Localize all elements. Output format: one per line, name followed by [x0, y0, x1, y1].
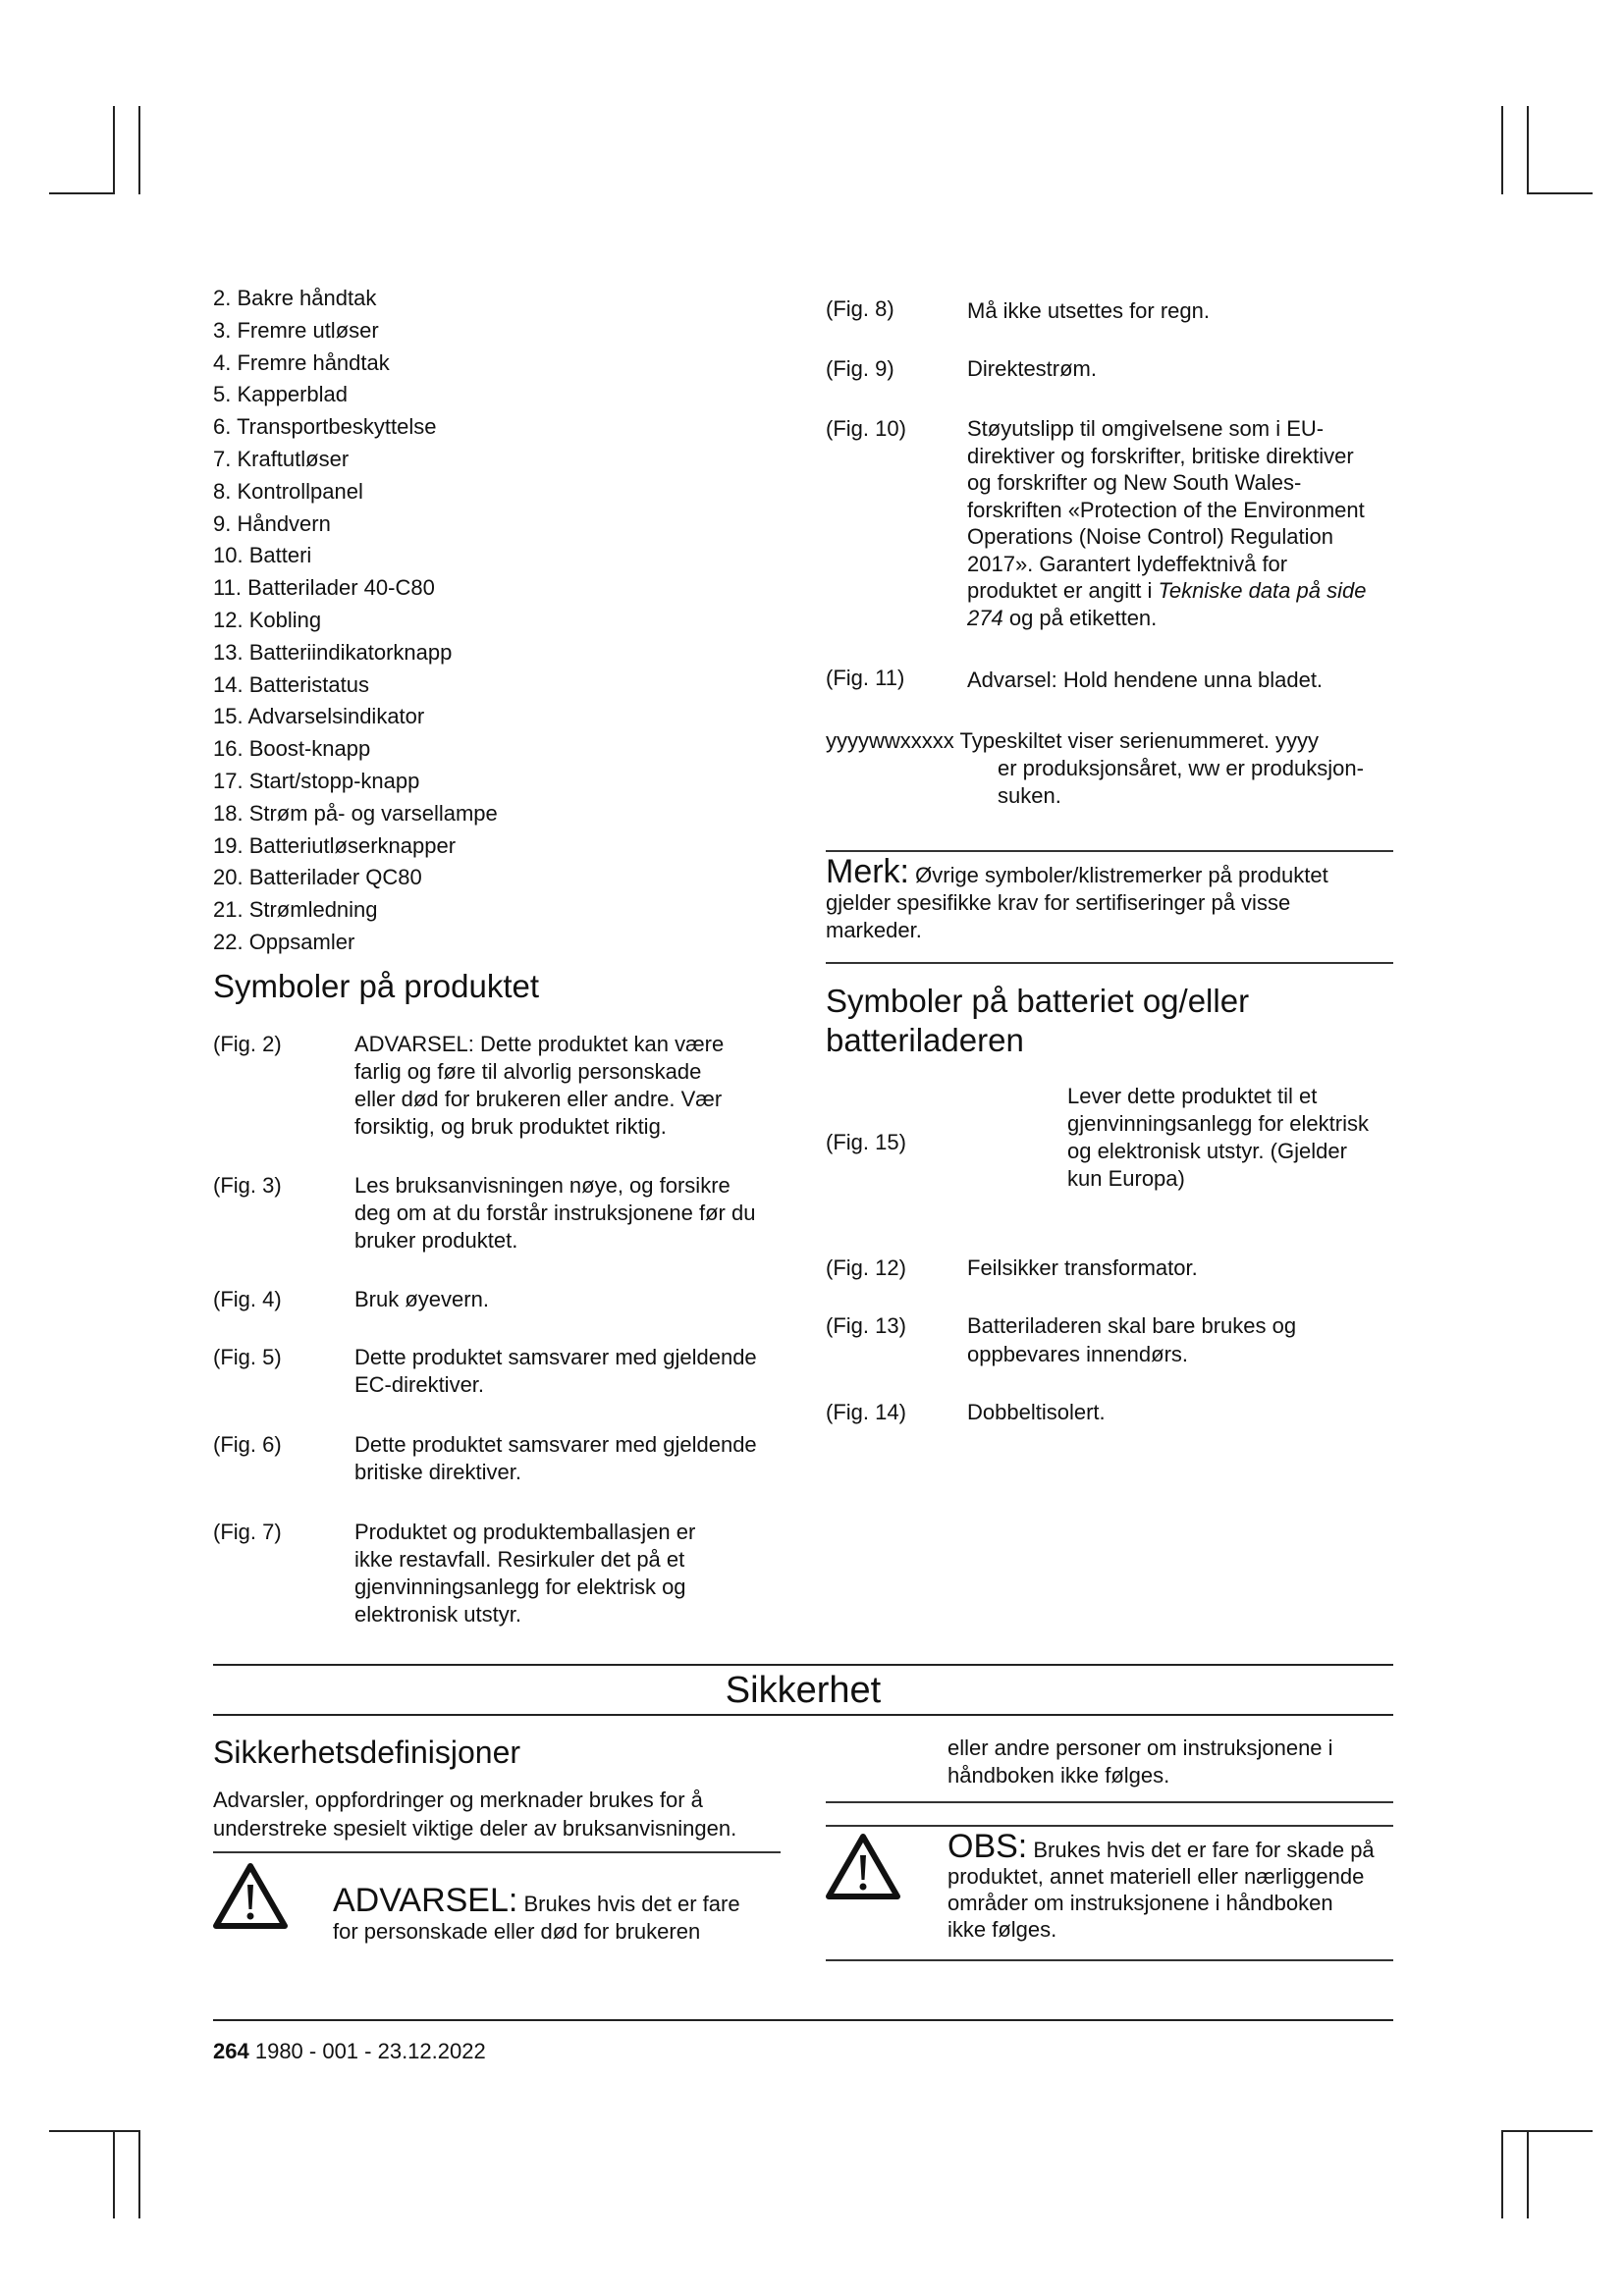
warning-top-rule — [213, 1851, 781, 1853]
serial-line2: er produksjonsåret, ww er produksjon- — [998, 756, 1364, 780]
figure-description-line: bruker produktet. — [354, 1228, 518, 1253]
parts-list-item: 3. Fremre utløser — [213, 317, 379, 343]
figure-description-line: Bruk øyevern. — [354, 1287, 489, 1311]
parts-list-item: 17. Start/stopp-knapp — [213, 768, 420, 793]
figure-description-line: kun Europa) — [1067, 1166, 1185, 1191]
figure-description-line: forsiktig, og bruk produktet riktig. — [354, 1114, 667, 1139]
figure-label: (Fig. 4) — [213, 1287, 282, 1311]
safety-intro-line1: Advarsler, oppfordringer og merknader brukes for å — [213, 1788, 703, 1812]
serial-line3: suken. — [998, 783, 1061, 808]
figure-label: (Fig. 10) — [826, 416, 906, 441]
figure-description — [354, 1172, 796, 1255]
parts-list-item: 7. Kraftutløser — [213, 446, 350, 471]
figure-description-line: farlig og føre til alvorlig personskade — [354, 1059, 702, 1084]
figure-description-line: eller død for brukeren eller andre. Vær — [354, 1087, 723, 1111]
serial-code: yyyywwxxxxx — [826, 728, 954, 753]
figure-description-line: forskriften «Protection of the Environment — [967, 497, 1365, 522]
figure-description-line: Må ikke utsettes for regn. — [967, 298, 1210, 323]
parts-list-item: 2. Bakre håndtak — [213, 286, 377, 310]
figure-description — [967, 1311, 1409, 1368]
figure-label: (Fig. 8) — [826, 296, 894, 321]
figure-description — [354, 1519, 796, 1629]
parts-list-item: 18. Strøm på- og varsellampe — [213, 800, 498, 826]
battery-heading-line2: batteriladeren — [826, 1022, 1024, 1058]
parts-list-item: 5. Kapperblad — [213, 382, 348, 407]
note-line1: Øvrige symboler/klistremerker på produktet — [915, 863, 1328, 887]
caution-line4: ikke følges. — [947, 1917, 1057, 1942]
figure-description — [967, 297, 1409, 325]
figure-description-line: elektronisk utstyr. — [354, 1602, 521, 1627]
footer-page-number: 264 — [213, 2039, 249, 2063]
symbols-battery-heading — [826, 982, 1249, 1060]
figure-label: (Fig. 9) — [826, 356, 894, 381]
safety-intro-line2: understreke spesielt viktige deler av bruksanvisningen. — [213, 1816, 737, 1841]
safety-defs-heading: Sikkerhetsdefinisjoner — [213, 1735, 521, 1770]
parts-list-item: 16. Boost-knapp — [213, 736, 371, 762]
figure-description-line: og forskrifter og New South Wales- — [967, 470, 1302, 495]
symbols-product-heading: Symboler på produktet — [213, 968, 540, 1004]
footer-rule — [213, 2019, 1393, 2021]
figure-description — [354, 1031, 796, 1141]
figure-description-line: Batteriladeren skal bare brukes og — [967, 1313, 1297, 1338]
caution-line3: områder om instruksjonene i håndboken — [947, 1891, 1333, 1915]
parts-list — [213, 283, 498, 959]
figure-description-line — [967, 577, 1409, 605]
caution-bottom-rule — [826, 1959, 1393, 1961]
figure-description-line: gjenvinningsanlegg for elektrisk — [1067, 1111, 1369, 1136]
caution-line1: Brukes hvis det er fare for skade på — [1033, 1838, 1375, 1862]
parts-list-item: 13. Batteriindikatorknapp — [213, 639, 453, 665]
figure-description-line: oppbevares innendørs. — [967, 1342, 1189, 1366]
figure-description — [354, 1286, 796, 1313]
warning-end-rule — [826, 1801, 1393, 1803]
figure-label: (Fig. 11) — [826, 666, 905, 690]
note-line3: markeder. — [826, 918, 922, 942]
warning-triangle-icon — [213, 1862, 288, 1929]
figure-description — [967, 355, 1409, 383]
parts-list-item: 9. Håndvern — [213, 510, 331, 536]
figure-label: (Fig. 5) — [213, 1345, 282, 1369]
figure-description-line: og elektronisk utstyr. (Gjelder — [1067, 1139, 1347, 1163]
fig15-label: (Fig. 15) — [826, 1130, 906, 1154]
figure-description — [354, 1344, 796, 1399]
battery-heading-line1: Symboler på batteriet og/eller — [826, 983, 1250, 1019]
figure-description-line: 2017». Garantert lydeffektnivå for — [967, 551, 1288, 576]
figure-description-line: gjenvinningsanlegg for elektrisk og — [354, 1575, 686, 1599]
figure-description-line: direktiver og forskrifter, britiske direktiver — [967, 443, 1354, 468]
parts-list-item: 20. Batterilader QC80 — [213, 865, 422, 890]
safety-title: Sikkerhet — [725, 1670, 882, 1711]
parts-list-item: 21. Strømledning — [213, 897, 378, 923]
figure-label: (Fig. 7) — [213, 1520, 282, 1544]
figure-description-line: Operations (Noise Control) Regulation — [967, 524, 1333, 549]
figure-description-text: produktet er angitt i — [967, 578, 1159, 603]
figure-description-line: Støyutslipp til omgivelsene som i EU- — [967, 416, 1325, 441]
figure-description-line: britiske direktiver. — [354, 1460, 521, 1484]
warning-cont-line2: håndboken ikke følges. — [947, 1763, 1170, 1788]
figure-label: (Fig. 13) — [826, 1313, 906, 1338]
parts-list-item: 4. Fremre håndtak — [213, 349, 390, 375]
parts-list-item: 19. Batteriutløserknapper — [213, 832, 457, 858]
figure-description-line — [967, 605, 1409, 632]
parts-list-item: 15. Advarselsindikator — [213, 704, 425, 729]
serial-line1: Typeskiltet viser serienummeret. yyyy — [959, 728, 1320, 753]
note-line2: gjelder spesifikke krav for sertifiseringer på visse — [826, 890, 1291, 915]
warning-block — [333, 1882, 740, 1946]
warning-line1: Brukes hvis det er fare — [523, 1892, 740, 1916]
figure-description-line: Dette produktet samsvarer med gjeldende — [354, 1432, 757, 1457]
parts-list-item: 11. Batterilader 40-C80 — [213, 575, 435, 601]
figure-description-line: Lever dette produktet til et — [1067, 1084, 1318, 1108]
caution-triangle-icon — [826, 1833, 900, 1899]
warning-label: ADVARSEL: — [333, 1882, 518, 1919]
figure-label: (Fig. 3) — [213, 1173, 282, 1198]
figure-description — [967, 415, 1409, 631]
figure-description-line: Dette produktet samsvarer med gjeldende — [354, 1345, 757, 1369]
caution-label: OBS: — [947, 1828, 1028, 1865]
caution-line2: produktet, annet materiell eller nærliggende — [947, 1864, 1365, 1889]
parts-list-item: 6. Transportbeskyttelse — [213, 414, 437, 440]
figure-description-line: Advarsel: Hold hendene unna bladet. — [967, 667, 1324, 692]
figure-description-line: EC-direktiver. — [354, 1372, 485, 1397]
tech-data-reference-link[interactable]: Tekniske data på side — [1158, 578, 1367, 603]
figure-description-line: Dobbeltisolert. — [967, 1400, 1106, 1424]
figure-label: (Fig. 6) — [213, 1432, 282, 1457]
figure-description — [967, 1398, 1409, 1426]
figure-description-line: deg om at du forstår instruksjonene før du — [354, 1201, 756, 1225]
footer-doc-info: 1980 - 001 - 23.12.2022 — [254, 2039, 486, 2063]
tech-data-page-link[interactable]: 274 — [967, 605, 1003, 630]
note-block — [826, 853, 1395, 944]
figure-description-line: Feilsikker transformator. — [967, 1255, 1198, 1280]
parts-list-item: 22. Oppsamler — [213, 929, 355, 954]
safety-bottom-rule — [213, 1714, 1393, 1716]
safety-intro — [213, 1786, 736, 1842]
parts-list-item: 14. Batteristatus — [213, 671, 369, 697]
caution-block — [947, 1828, 1375, 1943]
warning-continued — [947, 1735, 1333, 1789]
figure-label: (Fig. 14) — [826, 1400, 906, 1424]
caution-top-rule — [826, 1825, 1393, 1827]
figure-label: (Fig. 2) — [213, 1032, 282, 1056]
note-top-rule — [826, 850, 1393, 852]
fig15-text — [1067, 1083, 1369, 1193]
figure-description-line: Direktestrøm. — [967, 356, 1097, 381]
warning-cont-line1: eller andre personer om instruksjonene i — [947, 1735, 1333, 1760]
figure-description-text: og på etiketten. — [1002, 605, 1158, 630]
figure-description — [967, 1254, 1409, 1282]
figure-description — [354, 1431, 796, 1486]
parts-list-item: 12. Kobling — [213, 607, 322, 632]
figure-description-line: Les bruksanvisningen nøye, og forsikre — [354, 1173, 731, 1198]
parts-list-item: 10. Batteri — [213, 543, 312, 568]
serial-block — [826, 727, 1364, 810]
safety-top-rule — [213, 1664, 1393, 1666]
footer — [213, 2039, 486, 2064]
fig15-row — [826, 1083, 1395, 1201]
figure-description-line: ADVARSEL: Dette produktet kan være — [354, 1032, 725, 1056]
note-bottom-rule — [826, 962, 1393, 964]
parts-list-item: 8. Kontrollpanel — [213, 478, 363, 504]
figure-label: (Fig. 12) — [826, 1255, 906, 1280]
figure-description — [967, 667, 1409, 694]
figure-description-line: Produktet og produktemballasjen er — [354, 1520, 696, 1544]
warning-line2: for personskade eller død for brukeren — [333, 1919, 701, 1944]
figure-description-line: ikke restavfall. Resirkuler det på et — [354, 1547, 685, 1572]
note-label: Merk: — [826, 853, 909, 890]
